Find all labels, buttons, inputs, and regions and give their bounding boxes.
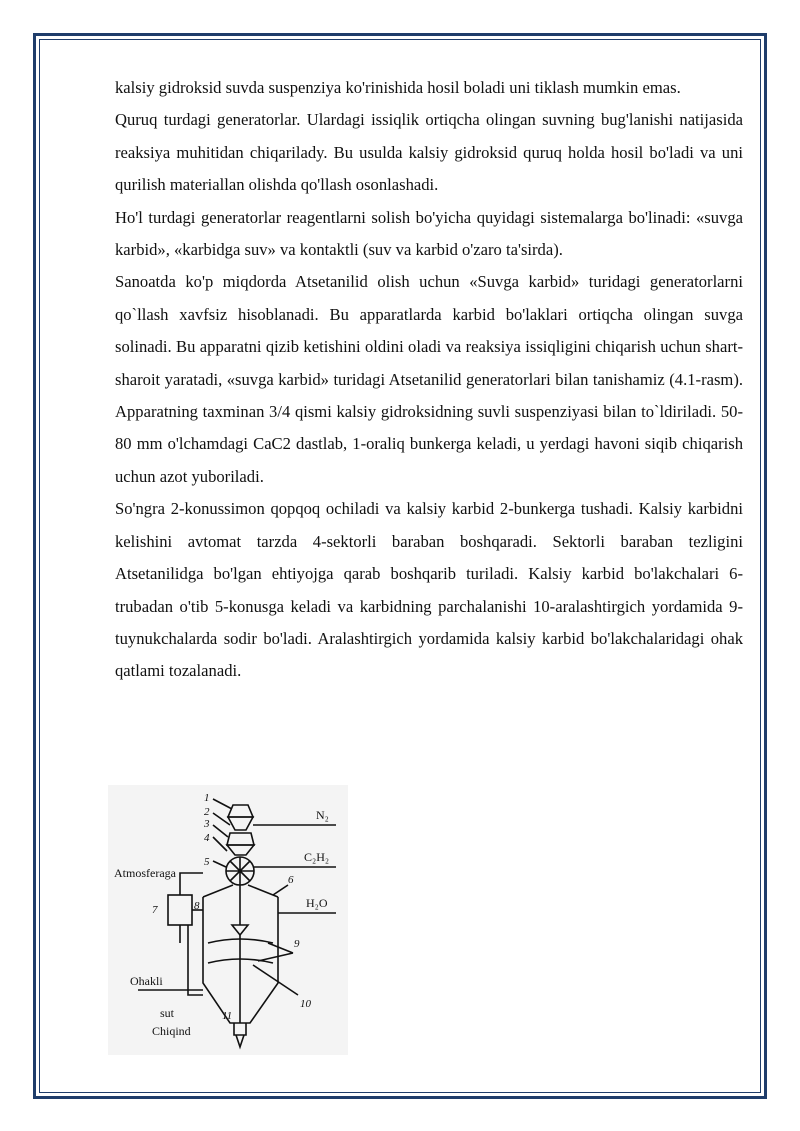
label-1: 1 bbox=[204, 792, 210, 804]
acetylene-generator-diagram bbox=[108, 785, 348, 1055]
label-atmosfera: Atmosferaga bbox=[114, 866, 176, 880]
label-7: 7 bbox=[152, 904, 158, 916]
label-c2h2: C₂H₂ bbox=[304, 850, 330, 864]
label-sut: sut bbox=[160, 1006, 175, 1020]
label-9: 9 bbox=[294, 938, 300, 950]
label-8: 8 bbox=[194, 900, 200, 912]
document-body bbox=[115, 72, 743, 688]
label-11: 11 bbox=[222, 1010, 233, 1022]
paragraph-3: Ho'l turdagi generatorlar reagentlarni solish bo'yicha quyidagi sistemalarga bo'linadi: «suvga karbid», «karbidga suv» va kontaktli (suv va karbid o'zaro ta'sirda). bbox=[115, 207, 743, 260]
label-h2o: H₂O bbox=[306, 896, 328, 910]
label-n2-gas: N₂ bbox=[316, 808, 329, 822]
label-2: 2 bbox=[204, 806, 210, 818]
label-3: 3 bbox=[204, 818, 210, 830]
label-ohakli: Ohakli bbox=[130, 974, 163, 988]
label-6: 6 bbox=[288, 874, 294, 886]
paragraph-1: kalsiy gidroksid suvda suspenziya ko'rinishida hosil boladi uni tiklash mumkin emas. bbox=[115, 78, 681, 97]
drum-sectors bbox=[226, 857, 254, 885]
paragraph-4: Sanoatda ko'p miqdorda Atsetanilid olish uchun «Suvga karbid» turidagi generatorlarni qo`llash xavfsiz hisoblanadi. Bu apparatlarda karbid bo'laklari ortiqcha olingan suvga solinadi. Bu apparatni qizib ketishini oldini oladi va reaksiya issiqligini chiqarish uchun shart-sharoit yaratadi, «suvga karbid» turidagi Atsetanilid generatorlari bilan tanishamiz (4.1-rasm). Apparatning taxminan 3/4 qismi kalsiy gidroksidning suvli suspenziyasi bilan to`ldiriladi. 50-80 mm o'lchamdagi CaC2 dastlab, 1-oraliq bunkerga keladi, u yerdagi havoni siqib chiqarish uchun azot yuboriladi. bbox=[115, 272, 743, 486]
paragraph-2: Quruq turdagi generatorlar. Ulardagi issiqlik ortiqcha olingan suvning bug'lanishi natijasida reaksiya muhitidan chiqarilady. Bu usulda kalsiy gidroksid quruq holda hosil bo'ladi va uni qurilish materiallan olishda qo'llash osonlashadi. bbox=[115, 110, 743, 195]
label-4: 4 bbox=[204, 832, 210, 844]
paragraph-5: So'ngra 2-konussimon qopqoq ochiladi va kalsiy karbid 2-bunkerga tushadi. Kalsiy karbidni kelishini avtomat tarzda 4-sektorli baraban boshqaradi. Sektorli baraban tezligini Atsetanilidga bo'lgan ehtiyojga qarab boshqarib turiladi. Kalsiy karbid bo'lakchalari 6-trubadan o'tib 5-konusga keladi va karbidning parchalanishi 10-aralashtirgich yordamida 9-tuynukchalarda sodir bo'ladi. Aralashtirgich yordamida kalsiy karbid bo'lakchalaridagi ohak qatlami tozalanadi. bbox=[115, 499, 743, 681]
label-5: 5 bbox=[204, 856, 210, 868]
generator-drawing bbox=[108, 785, 348, 1055]
label-chiqind: Chiqind bbox=[152, 1024, 191, 1038]
label-10: 10 bbox=[300, 998, 311, 1010]
